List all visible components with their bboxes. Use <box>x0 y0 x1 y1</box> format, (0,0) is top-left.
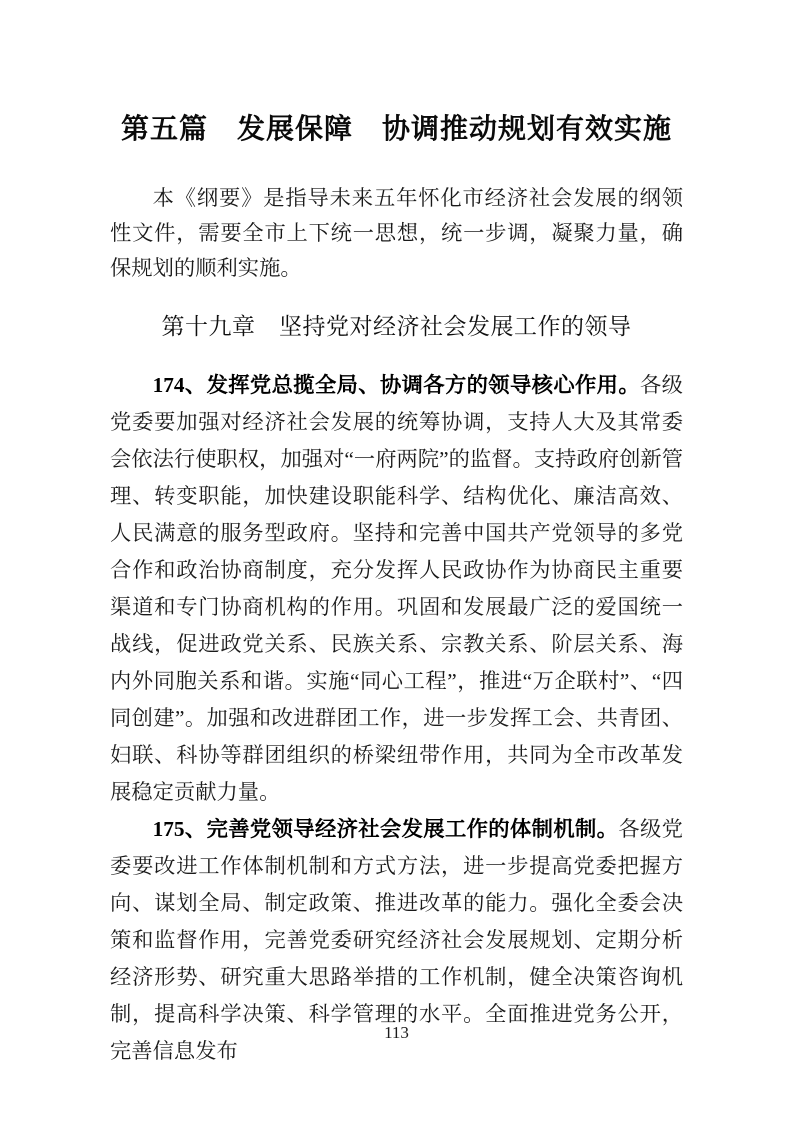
page-number: 113 <box>384 1023 409 1042</box>
document-title: 第五篇 发展保障 协调推动规划有效实施 <box>120 114 672 145</box>
section-174-body: 各级党委要加强对经济社会发展的统筹协调，支持人大及其常委会依法行使职权，加强对“一府两院”的监督。支持政府创新管理、转变职能，加快建设职能科学、结构优化、廉洁高效、人民满意的服务型政府。坚持和完善中国共产党领导的多党合作和政治协商制度，充分发挥人民政协作为协商民主重要渠道和专门协商机构的作用。巩固和发展最广泛的爱国统一战线，促进政党关系、民族关系、宗教关系、阶层关系、海内外同胞关系和谐。实施“同心工程”，推进“万企联村”、“四同创建”。加强和改进群团工作，进一步发挥工会、共青团、妇联、科协等群团组织的桥梁纽带作用，共同为全市改革发展稳定贡献力量。 <box>110 373 683 804</box>
intro-paragraph: 本《纲要》是指导未来五年怀化市经济社会发展的纲领性文件，需要全市上下统一思想，统一步调，凝聚力量，确保规划的顺利实施。 <box>110 186 683 280</box>
section-174-lead: 174、发挥党总揽全局、协调各方的领导核心作用。 <box>152 373 641 397</box>
section-175-body: 各级党委要改进工作体制机制和方式方法，进一步提高党委把握方向、谋划全局、制定政策、推进改革的能力。强化全委会决策和监督作用，完善党委研究经济社会发展规划、定期分析经济形势、研究重大思路举措的工作机制，健全决策咨询机制，提高科学决策、科学管理的水平。全面推进党务公开，完善信息发布 <box>110 817 683 1063</box>
chapter-heading: 第十九章 坚持党对经济社会发展工作的领导 <box>161 313 632 339</box>
page-content <box>110 0 683 1070</box>
section-175-lead: 175、完善党领导经济社会发展工作的体制机制。 <box>152 817 619 841</box>
section-paragraph-174 <box>110 367 683 811</box>
